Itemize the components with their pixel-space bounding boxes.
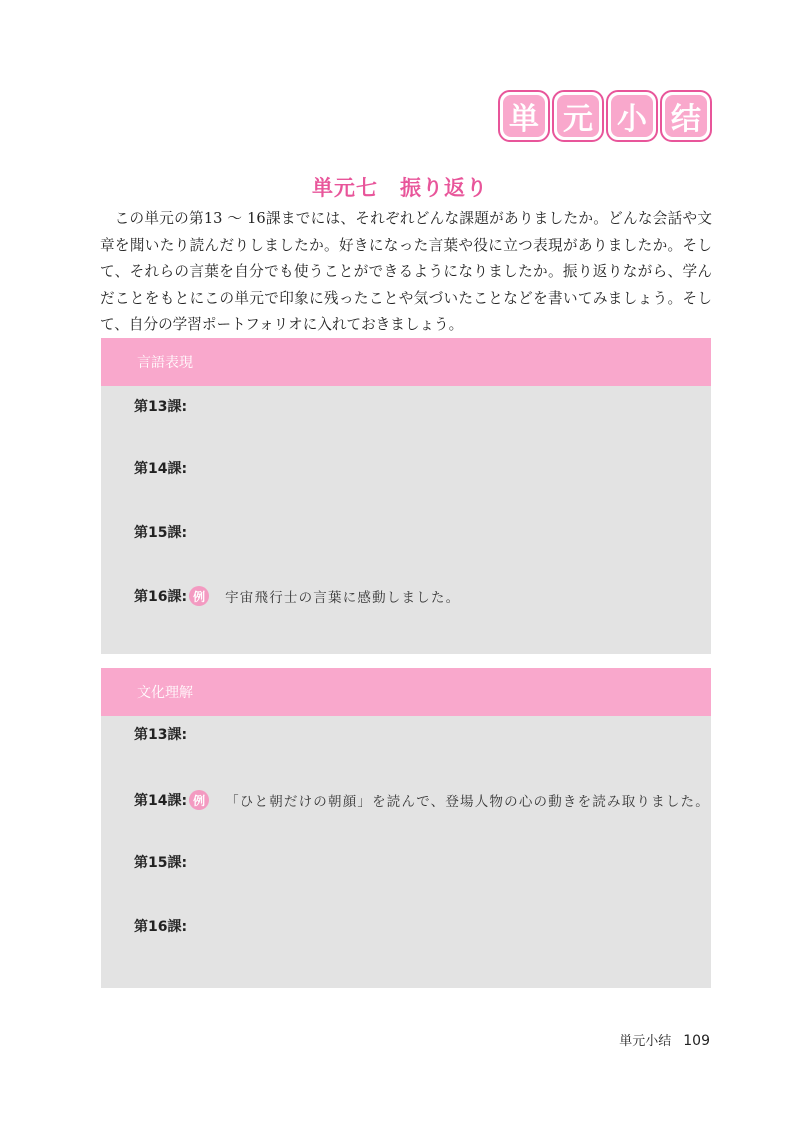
lesson-label: 第14課: (134, 461, 188, 477)
lesson-row[interactable] (134, 724, 187, 744)
page-footer (619, 1030, 710, 1049)
lesson-label: 第15課: (134, 525, 188, 541)
example-mark: 例 (189, 586, 209, 606)
lesson-label: 第13課: (134, 399, 188, 415)
example-text: 「ひと朝だけの朝顔」を読んで、登場人物の心の動きを読み取りました。 (225, 794, 710, 810)
badge-char: 単 (498, 90, 550, 142)
page-number: 109 (683, 1033, 710, 1049)
badge-char: 元 (552, 90, 604, 142)
lesson-label: 第14課: (134, 793, 188, 809)
lesson-row[interactable] (134, 916, 187, 936)
example-text: 宇宙飛行士の言葉に感動しました。 (225, 590, 461, 606)
badge-char: 小 (606, 90, 658, 142)
panel-header: 言語表現 (101, 338, 711, 386)
lesson-label: 第16課: (134, 919, 188, 935)
lesson-row[interactable] (134, 586, 460, 606)
lesson-row[interactable] (134, 790, 710, 810)
footer-label: 単元小结 (619, 1034, 672, 1049)
lesson-row[interactable] (134, 522, 187, 542)
lesson-label: 第16課: (134, 589, 188, 605)
lesson-row[interactable] (134, 396, 187, 416)
language-expression-panel (101, 338, 711, 654)
section-title: 単元七 振り返り (312, 176, 488, 200)
lesson-row[interactable] (134, 852, 187, 872)
lesson-row[interactable] (134, 458, 187, 478)
cultural-understanding-panel (101, 668, 711, 988)
unit-summary-badge (498, 90, 712, 142)
intro-paragraph: この単元の第13 〜 16課までには、それぞれどんな課題がありましたか。どんな会話や文章を聞いたり読んだりしましたか。好きになった言葉や役に立つ表現がありましたか。そして、それらの言葉を自分でも使うことができるようになりましたか。振り返りながら、学んだことをもとにこの単元で印象に残ったことや気づいたことなどを書いてみましょう。そして、自分の学習ポートフォリオに入れておきましょう。 (100, 210, 712, 333)
lesson-label: 第13課: (134, 727, 188, 743)
panel-header: 文化理解 (101, 668, 711, 716)
badge-char: 结 (660, 90, 712, 142)
example-mark: 例 (189, 790, 209, 810)
lesson-label: 第15課: (134, 855, 188, 871)
